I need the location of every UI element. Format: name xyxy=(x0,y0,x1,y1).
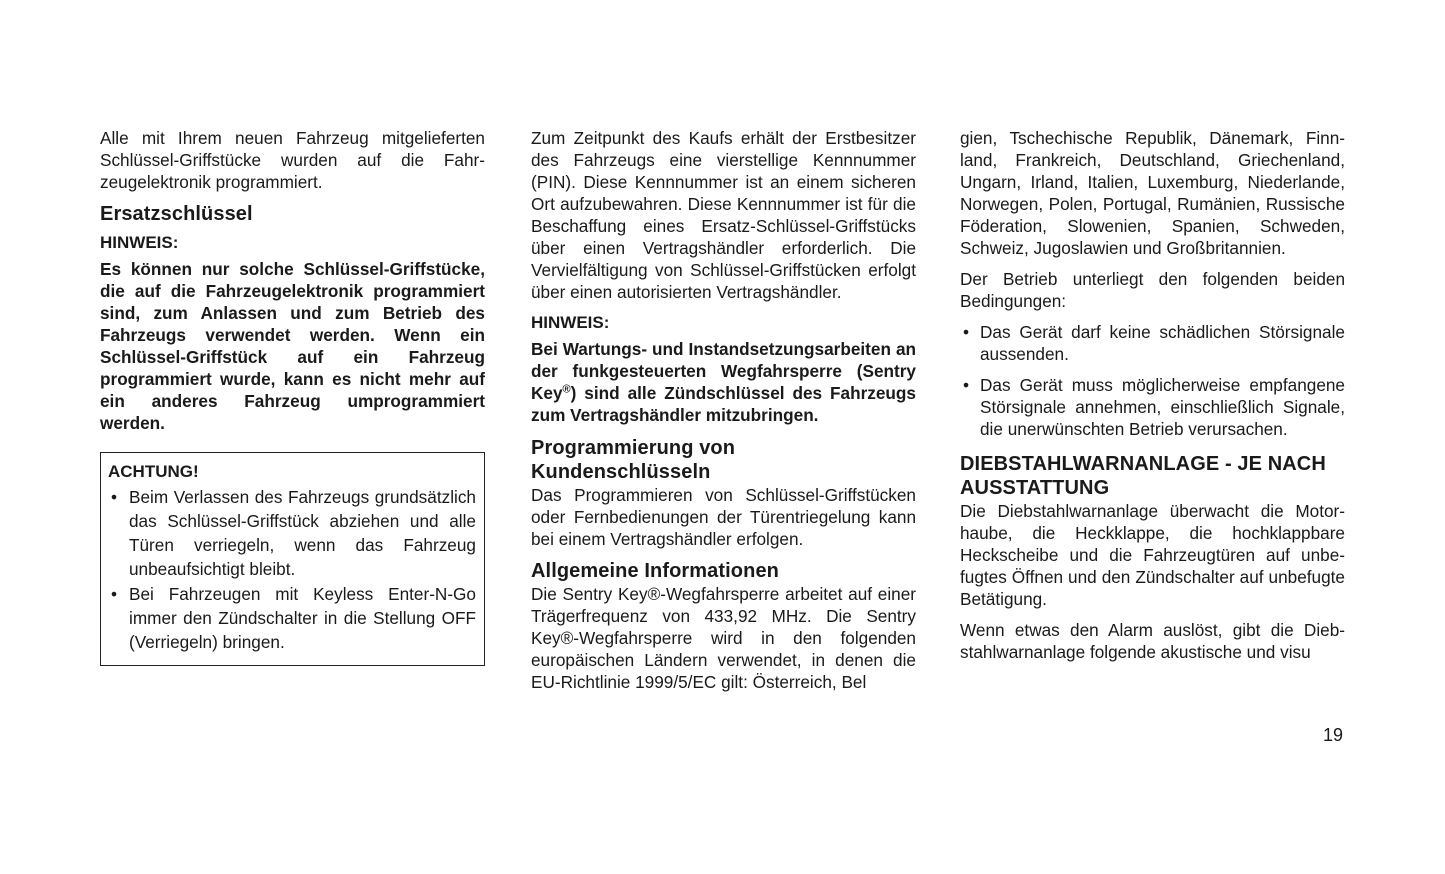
pin-paragraph: Zum Zeitpunkt des Kaufs erhält der Erstbesitzer des Fahrzeugs eine vierstellige Kennnummer (PIN). Diese Kennnummer ist an einem sicheren Ort aufzubewahren. Diese Kennnummer ist für die Beschaffung eines Ersatz-Schlüssel-Griffstücks über einen Vertragshändler erforderlich. Die Vervielfältigung von Schlüssel-Griffstücken erfolgt über einen autorisierten Vertragshändler. xyxy=(531,128,916,302)
heading-allgemeine-informationen: Allgemeine Informationen xyxy=(531,560,779,582)
warning-title: ACHTUNG! xyxy=(108,462,199,481)
note-text xyxy=(531,338,916,426)
column-left xyxy=(100,127,485,666)
note-label: HINWEIS: xyxy=(100,233,179,252)
column-middle xyxy=(531,127,916,702)
note-label: HINWEIS: xyxy=(531,313,610,332)
intro-paragraph: Alle mit Ihrem neuen Fahrzeug mitgelieferten Schlüssel-Griffstücke wurden auf die Fahrzeugelektronik programmiert. xyxy=(100,128,485,192)
alarm-trigger-paragraph: Wenn etwas den Alarm auslöst, gibt die Diebstahlwarnanlage folgende akustische und visu xyxy=(960,620,1345,662)
warning-item: • Bei Fahrzeugen mit Keyless Enter-N-Go immer den Zündschalter in die Stellung OFF (Verriegeln) bringen. xyxy=(108,582,476,654)
column-right xyxy=(960,127,1345,672)
heading-diebstahlwarnanlage: DIEBSTAHLWARNANLAGE - JE NACH AUSSTATTUNG xyxy=(960,453,1326,499)
conditions-paragraph: Der Betrieb unterliegt den folgenden beiden Bedingungen: xyxy=(960,269,1345,311)
warning-item: • Beim Verlassen des Fahrzeugs grundsätzlich das Schlüssel-Griffstück abziehen und alle Türen verriegeln, wenn das Fahrzeug unbeaufsichtigt bleibt. xyxy=(108,485,476,581)
condition-item: • Das Gerät muss möglicherweise empfangene Störsignale annehmen, einschließlich Signale, die unerwünschten Betrieb verursachen. xyxy=(960,374,1345,440)
note-text: Es können nur solche Schlüssel-Griffstücke, die auf die Fahrzeugelektronik programmiert sind, zum Anlassen und zum Betrieb des Fahrzeugs verwendet werden. Wenn ein Schlüssel-Griffstück auf ein Fahrzeug programmiert wurde, kann es nicht mehr auf ein anderes Fahrzeug umprogrammiert werden. xyxy=(100,259,485,433)
conditions-list xyxy=(960,321,1345,440)
heading-ersatzschluessel: Ersatzschlüssel xyxy=(100,203,253,225)
registered-mark: ® xyxy=(562,383,571,396)
note-text-part: Bei Wartungs- und Instandsetzungsarbeiten an der funkgesteuerten Wegfahrsperre (Sentry Key xyxy=(531,339,916,403)
programming-paragraph: Das Programmieren von Schlüssel-Griffstücken oder Fernbedienungen der Türentriegelung kann bei einem Vertragshändler erfolgen. xyxy=(531,485,916,549)
heading-programmierung: Programmierung von Kundenschlüsseln xyxy=(531,437,736,483)
alarm-paragraph: Die Diebstahlwarnanlage überwacht die Motorhaube, die Heckklappe, die hochklappbare Heckscheibe und die Fahrzeugtüren auf unbefugtes Öffnen und den Zündschalter auf unbefugte Betätigung. xyxy=(960,501,1345,609)
general-info-paragraph: Die Sentry Key®-Wegfahrsperre arbeitet auf einer Trägerfrequenz von 433,92 MHz. Die Sentry Key®-Wegfahrsperre wird in den folgenden europäischen Ländern verwendet, in denen die EU-Richtlinie 1999/5/EC gilt: Österreich, Bel xyxy=(531,584,916,692)
condition-item: • Das Gerät darf keine schädlichen Störsignale aussenden. xyxy=(960,321,1345,365)
countries-paragraph: gien, Tschechische Republik, Dänemark, Finnland, Frankreich, Deutschland, Griechenland, Ungarn, Irland, Italien, Luxemburg, Niederlande, Norwegen, Polen, Portugal, Rumänien, Russische Föderation, Slowenien, Spanien, Schweden, Schweiz, Jugoslawien und Großbritannien. xyxy=(960,128,1345,258)
page-number: 19 xyxy=(1323,725,1344,745)
warning-list xyxy=(108,485,476,654)
note-text-part: ) sind alle Zündschlüssel des Fahrzeugs zum Vertragshändler mitzubringen. xyxy=(531,383,916,425)
warning-box xyxy=(100,452,485,666)
